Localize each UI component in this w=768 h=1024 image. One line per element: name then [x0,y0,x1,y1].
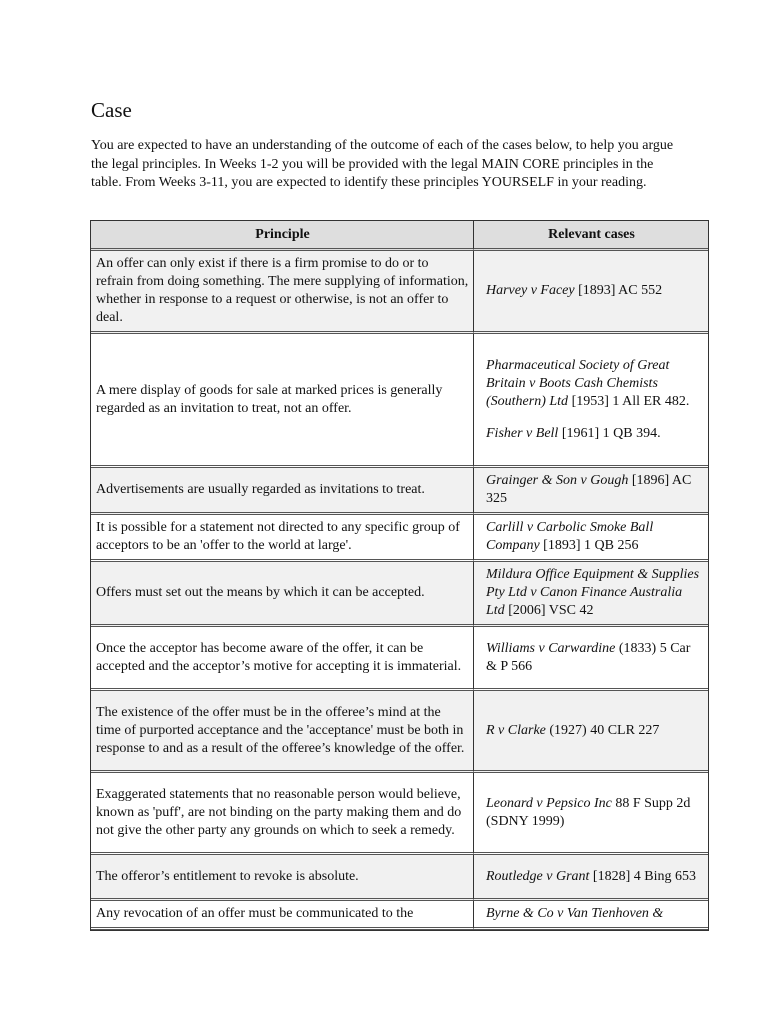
table-row [91,901,708,930]
case-citation: [2006] VSC 42 [504,603,594,618]
cases-cell [474,562,708,627]
principle-cell: Advertisements are usually regarded as invitations to treat. [91,468,474,515]
cases-cell [474,855,708,901]
case-name: Routledge v Grant [486,868,590,884]
cases-cell [474,515,708,562]
case-citation: [1828] 4 Bing 653 [589,868,696,884]
principle-cell: Exaggerated statements that no reasonable person would believe, known as 'puff', are not binding on the party making them and do not give the other party any grounds on which to seek a remedy. [91,773,474,855]
table-row [91,251,708,334]
cases-cell [474,251,708,334]
table-header-row [91,221,708,251]
case-reference [486,519,704,555]
case-reference [486,282,704,300]
case-citation: [1961] 1 QB 394. [558,425,661,441]
case-name: Harvey v Facey [486,283,575,298]
principle-cell: It is possible for a statement not directed to any specific group of acceptors to be an 'offer to the world at large'. [91,515,474,562]
case-citation: (1833) 5 Car & P 566 [486,640,691,674]
principle-cell: The existence of the offer must be in the offeree’s mind at the time of purported acceptance and the 'acceptance' must be both in response to and as a result of the offeree’s knowledge of the offer. [91,691,474,773]
table-row [91,627,708,691]
principle-cell: An offer can only exist if there is a firm promise to do or to refrain from doing something. The mere supplying of information, whether in response to a request or otherwise, is not an offer to deal. [91,251,474,334]
case-reference [486,722,704,740]
cases-column-header: Relevant cases [474,221,708,251]
principle-column-header: Principle [91,221,474,251]
table-row [91,691,708,773]
case-name: R v Clarke [486,722,546,738]
principle-cell: A mere display of goods for sale at marked prices is generally regarded as an invitation to treat, not an offer. [91,334,474,468]
case-citation: (1927) 40 CLR 227 [545,722,660,738]
case-citation: 88 F Supp 2d (SDNY 1999) [486,795,691,829]
case-reference [486,357,704,411]
case-citation: [1893] AC 552 [574,283,663,298]
case-name: Grainger & Son v Gough [486,473,629,488]
principle-cell: The offeror’s entitlement to revoke is absolute. [91,855,474,901]
cases-cell [474,334,708,468]
case-name: Fisher v Bell [486,425,559,441]
table-row [91,855,708,901]
principles-table [90,220,709,931]
table-row [91,515,708,562]
case-reference [486,566,704,620]
principle-cell: Any revocation of an offer must be communicated to the [91,901,474,930]
case-reference [486,472,704,508]
table-row [91,334,708,468]
cases-cell [474,627,708,691]
case-name: Williams v Carwardine [486,640,616,656]
case-citation: [1893] 1 QB 256 [539,538,639,553]
principle-cell: Offers must set out the means by which it can be accepted. [91,562,474,627]
case-name: Mildura Office Equipment & Supplies Pty Ltd v Canon Finance Australia Ltd [486,567,700,618]
section-heading: Case [91,98,132,122]
case-reference [486,905,704,923]
cases-cell [474,773,708,855]
case-name: Leonard v Pepsico Inc [486,795,612,811]
case-reference [486,868,704,886]
case-name: Carlill v Carbolic Smoke Ball Company [486,520,654,553]
case-name: Pharmaceutical Society of Great Britain v Boots Cash Chemists (Southern) Ltd [486,357,670,409]
intro-paragraph: You are expected to have an understanding of the outcome of each of the cases below, to help you argue the legal principles. In Weeks 1-2 you will be provided with the legal MAIN CORE principles in the table. From Weeks 3-11, you are expected to identify these principles YOURSELF in your reading. [91,138,674,190]
case-reference [486,640,704,676]
case-citation: [1896] AC 325 [486,473,692,506]
principle-cell: Once the acceptor has become aware of the offer, it can be accepted and the acceptor’s motive for accepting it is immaterial. [91,627,474,691]
case-reference [486,425,704,443]
cases-cell [474,468,708,515]
table-row [91,773,708,855]
table-row [91,562,708,627]
table-row [91,468,708,515]
cases-cell [474,691,708,773]
case-citation: [1953] 1 All ER 482. [568,393,690,409]
cases-cell [474,901,708,930]
case-name: Byrne & Co v Van Tienhoven & [486,906,664,921]
case-reference [486,795,704,831]
